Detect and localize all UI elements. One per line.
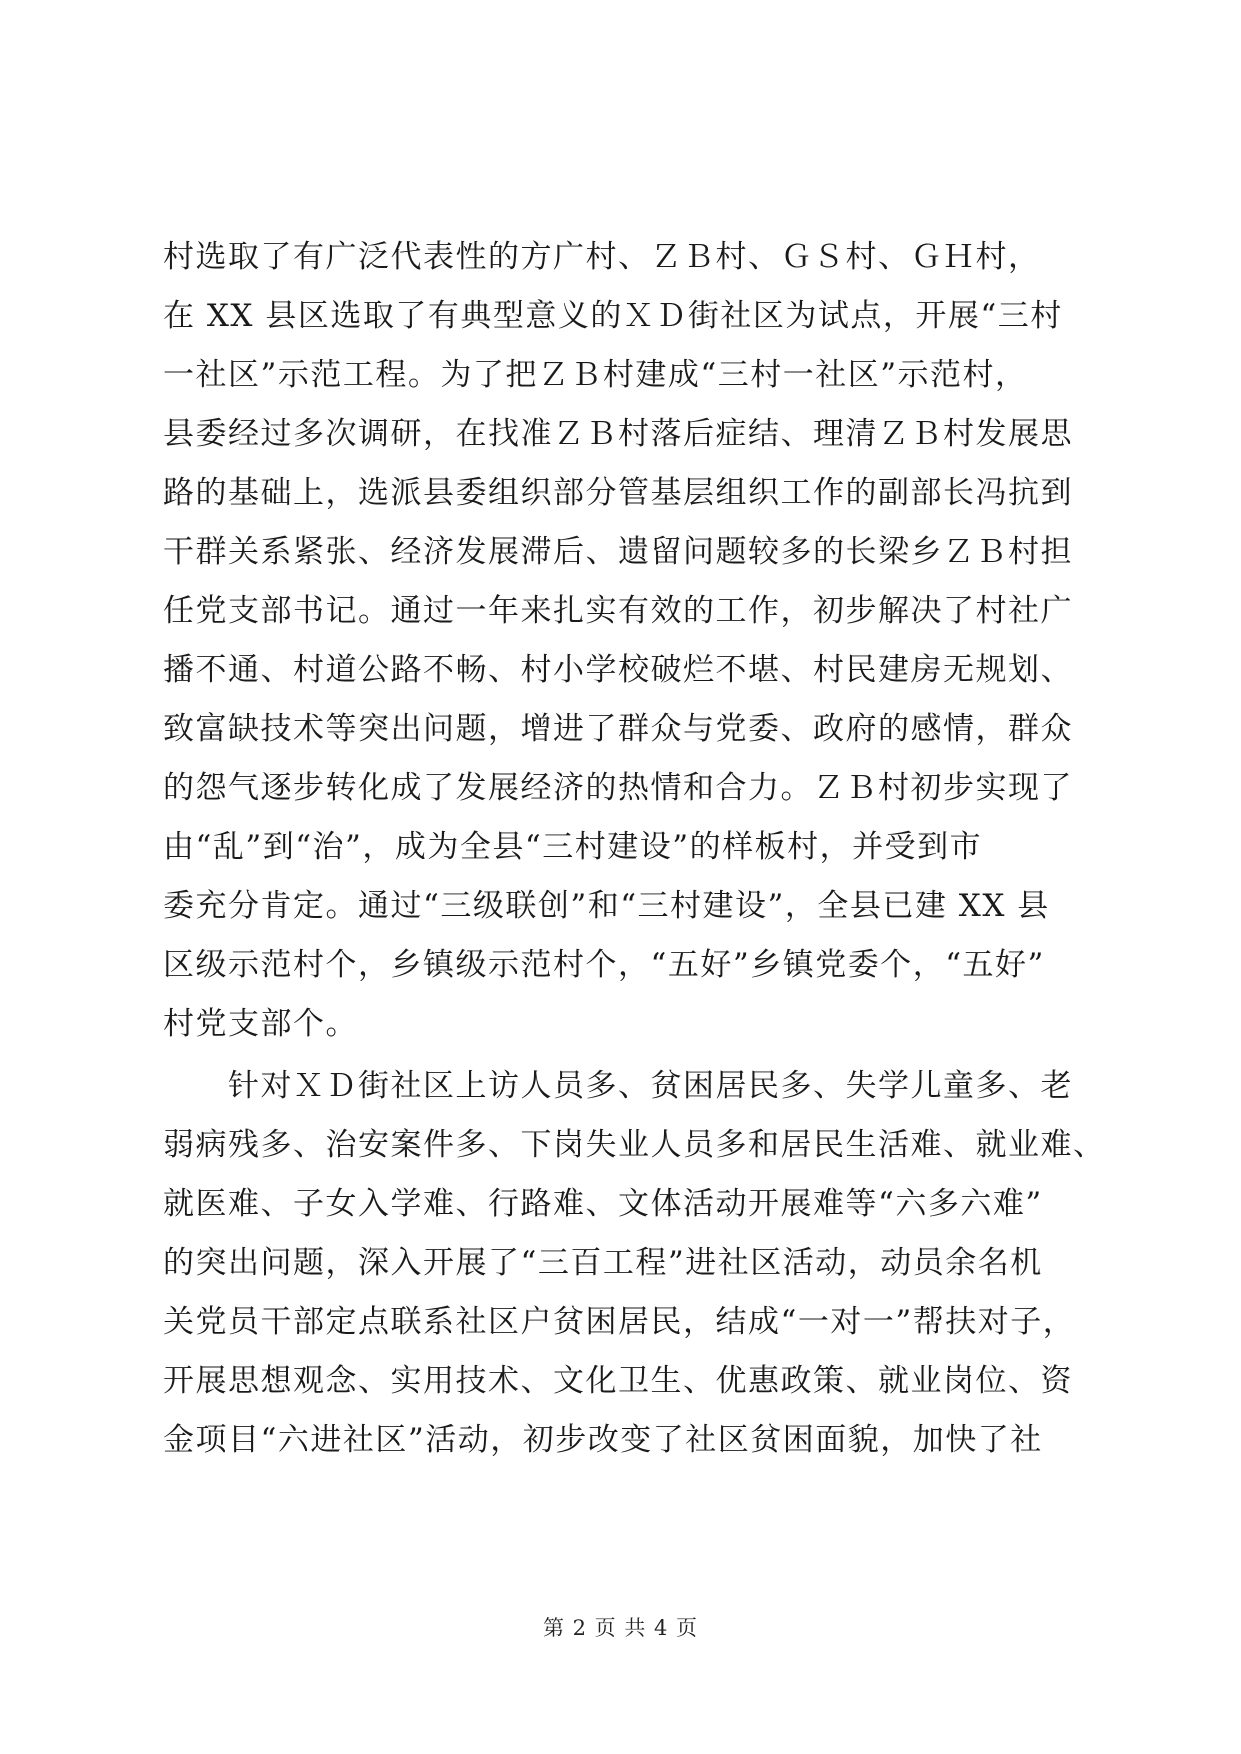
- text-line: 县委经过多次调研，在找准ＺＢ村落后症结、理清ＺＢ村发展思: [163, 416, 1073, 452]
- text-line: 在 XX 县区选取了有典型意义的ＸＤ街社区为试点，开展“三村: [163, 298, 1063, 334]
- paragraph-first-line: 针对ＸＤ街社区上访人员多、贫困居民多、失学儿童多、老: [163, 1068, 1073, 1104]
- text-line: 致富缺技术等突出问题，增进了群众与党委、政府的感情，群众: [163, 711, 1073, 747]
- text-line: 就医难、子女入学难、行路难、文体活动开展难等“六多六难”: [163, 1186, 1043, 1222]
- page-footer: 第 2 页 共 4 页: [542, 1616, 699, 1640]
- text-line: 金项目“六进社区”活动，初步改变了社区贫困面貌，加快了社: [163, 1422, 1043, 1458]
- text-line: 一社区”示范工程。为了把ＺＢ村建成“三村一社区”示范村，: [163, 357, 1028, 393]
- text-line: 委充分肯定。通过“三级联创”和“三村建设”，全县已建 XX 县: [163, 888, 1050, 924]
- text-line: 关党员干部定点联系社区户贫困居民，结成“一对一”帮扶对子，: [163, 1304, 1076, 1340]
- text-line: 村党支部个。: [163, 1006, 358, 1042]
- text-line: 弱病残多、治安案件多、下岗失业人员多和居民生活难、就业难、: [163, 1127, 1106, 1163]
- text-line: 任党支部书记。通过一年来扎实有效的工作，初步解决了村社广: [163, 593, 1073, 629]
- text-line: 播不通、村道公路不畅、村小学校破烂不堪、村民建房无规划、: [163, 652, 1073, 688]
- text-line: 区级示范村个，乡镇级示范村个，“五好”乡镇党委个，“五好”: [163, 947, 1045, 983]
- text-line: 干群关系紧张、经济发展滞后、遗留问题较多的长梁乡ＺＢ村担: [163, 534, 1073, 570]
- text-line: 由“乱”到“治”，成为全县“三村建设”的样板村，并受到市: [163, 829, 983, 865]
- text-line: 的怨气逐步转化成了发展经济的热情和合力。ＺＢ村初步实现了: [163, 770, 1073, 806]
- text-line: 路的基础上，选派县委组织部分管基层组织工作的副部长冯抗到: [163, 475, 1073, 511]
- text-line: 开展思想观念、实用技术、文化卫生、优惠政策、就业岗位、资: [163, 1363, 1073, 1399]
- document-body: [163, 228, 1106, 1470]
- text-line: 村选取了有广泛代表性的方广村、ＺＢ村、ＧＳ村、ＧＨ村，: [163, 239, 1041, 275]
- text-line: 的突出问题，深入开展了“三百工程”进社区活动，动员余名机: [163, 1245, 1043, 1281]
